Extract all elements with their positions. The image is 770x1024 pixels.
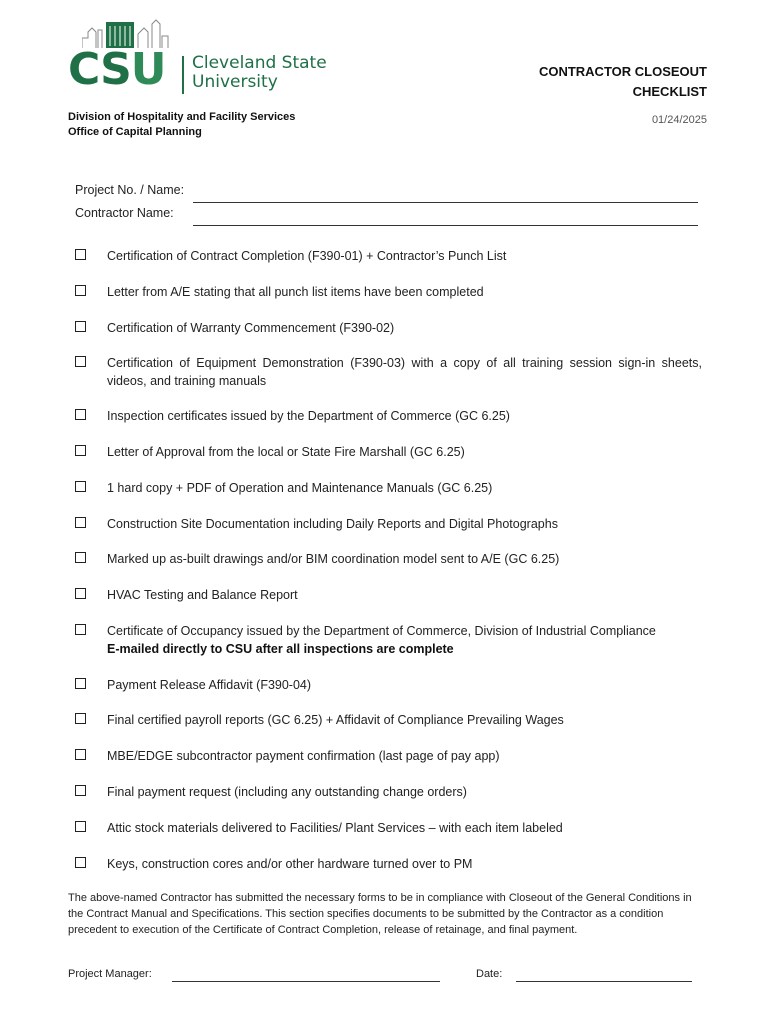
checklist-item-text: Construction Site Documentation including Daily Reports and Digital Photographs	[107, 517, 558, 531]
checkbox[interactable]	[75, 321, 86, 332]
checkbox[interactable]	[75, 481, 86, 492]
checklist-item-text: Certification of Warranty Commencement (F390-02)	[107, 321, 395, 335]
checklist-item-text: Payment Release Affidavit (F390-04)	[107, 678, 312, 692]
university-name-line2: University	[192, 72, 278, 92]
checklist-item-note: E-mailed directly to CSU after all inspections are complete	[107, 642, 454, 656]
checklist-item-text: Marked up as-built drawings and/or BIM coordination model sent to A/E (GC 6.25)	[107, 552, 560, 566]
checkbox[interactable]	[75, 785, 86, 796]
csu-letters-cs: CS	[68, 44, 131, 95]
checkbox[interactable]	[75, 713, 86, 724]
csu-letter-u: U	[130, 44, 166, 95]
checklist-item-text: Inspection certificates issued by the Department of Commerce (GC 6.25)	[107, 409, 510, 423]
office-name: Office of Capital Planning	[68, 126, 202, 138]
checkbox[interactable]	[75, 517, 86, 528]
checklist-item-main-text: Certificate of Occupancy issued by the Department of Commerce, Division of Industrial Compliance	[107, 624, 656, 638]
checklist-item-text: Attic stock materials delivered to Facilities/ Plant Services – with each item labeled	[107, 821, 563, 835]
checkbox[interactable]	[75, 409, 86, 420]
project-manager-signature-line[interactable]	[172, 981, 440, 982]
project-field-row	[75, 183, 698, 203]
document-title	[539, 62, 707, 102]
checkbox[interactable]	[75, 552, 86, 563]
closing-paragraph: The above-named Contractor has submitted the necessary forms to be in compliance with Closeout of the General Conditions in the Contract Manual and Specifications. This section specifies documents to be submitted by the Contractor as a condition precedent to execution of the Certificate of Contract Completion, release of retainage, and final payment.	[68, 892, 692, 936]
department-info	[68, 110, 295, 140]
checklist-item-text: Letter from A/E stating that all punch list items have been completed	[107, 285, 484, 299]
checklist-item-text: 1 hard copy + PDF of Operation and Maintenance Manuals (GC 6.25)	[107, 481, 493, 495]
checklist-item-text	[107, 622, 702, 658]
logo-divider	[182, 56, 184, 94]
csu-wordmark	[68, 44, 166, 95]
checklist-item-text: Letter of Approval from the local or State Fire Marshall (GC 6.25)	[107, 445, 465, 459]
checkbox[interactable]	[75, 445, 86, 456]
project-manager-label: Project Manager:	[68, 968, 152, 980]
checklist-item-text: Final certified payroll reports (GC 6.25) + Affidavit of Compliance Prevailing Wages	[107, 713, 564, 727]
document-date: 01/24/2025	[651, 114, 707, 126]
checkbox[interactable]	[75, 678, 86, 689]
checklist-item-text: HVAC Testing and Balance Report	[107, 588, 298, 602]
checklist-item-text: Final payment request (including any outstanding change orders)	[107, 785, 467, 799]
checkbox[interactable]	[75, 285, 86, 296]
contractor-field-row	[75, 206, 698, 226]
checkbox[interactable]	[75, 624, 86, 635]
signature-date-line[interactable]	[516, 981, 692, 982]
csu-logo	[68, 18, 353, 98]
checkbox[interactable]	[75, 857, 86, 868]
contractor-name-input-line[interactable]	[193, 225, 698, 226]
checklist-item-text: Certification of Equipment Demonstration (F390-03) with a copy of all training session sign-in sheets, videos, and training manuals	[107, 356, 702, 388]
project-name-input-line[interactable]	[193, 202, 698, 203]
checklist-item-text: Certification of Contract Completion (F390-01) + Contractor’s Punch List	[107, 249, 507, 263]
checklist-item-text: MBE/EDGE subcontractor payment confirmation (last page of pay app)	[107, 749, 500, 763]
document-title-line1: CONTRACTOR CLOSEOUT	[538, 64, 707, 79]
checkbox[interactable]	[75, 356, 86, 367]
university-name-line1: Cleveland State	[192, 53, 327, 73]
division-name: Division of Hospitality and Facility Services	[68, 111, 296, 123]
checkbox[interactable]	[75, 749, 86, 760]
university-name	[192, 54, 327, 92]
document-title-line2: CHECKLIST	[632, 84, 707, 99]
project-field-label: Project No. / Name:	[75, 183, 185, 197]
date-label: Date:	[476, 968, 503, 980]
checkbox[interactable]	[75, 588, 86, 599]
checkbox[interactable]	[75, 249, 86, 260]
checklist-item-text: Keys, construction cores and/or other hardware turned over to PM	[107, 857, 473, 871]
contractor-field-label: Contractor Name:	[75, 206, 174, 220]
checkbox[interactable]	[75, 821, 86, 832]
